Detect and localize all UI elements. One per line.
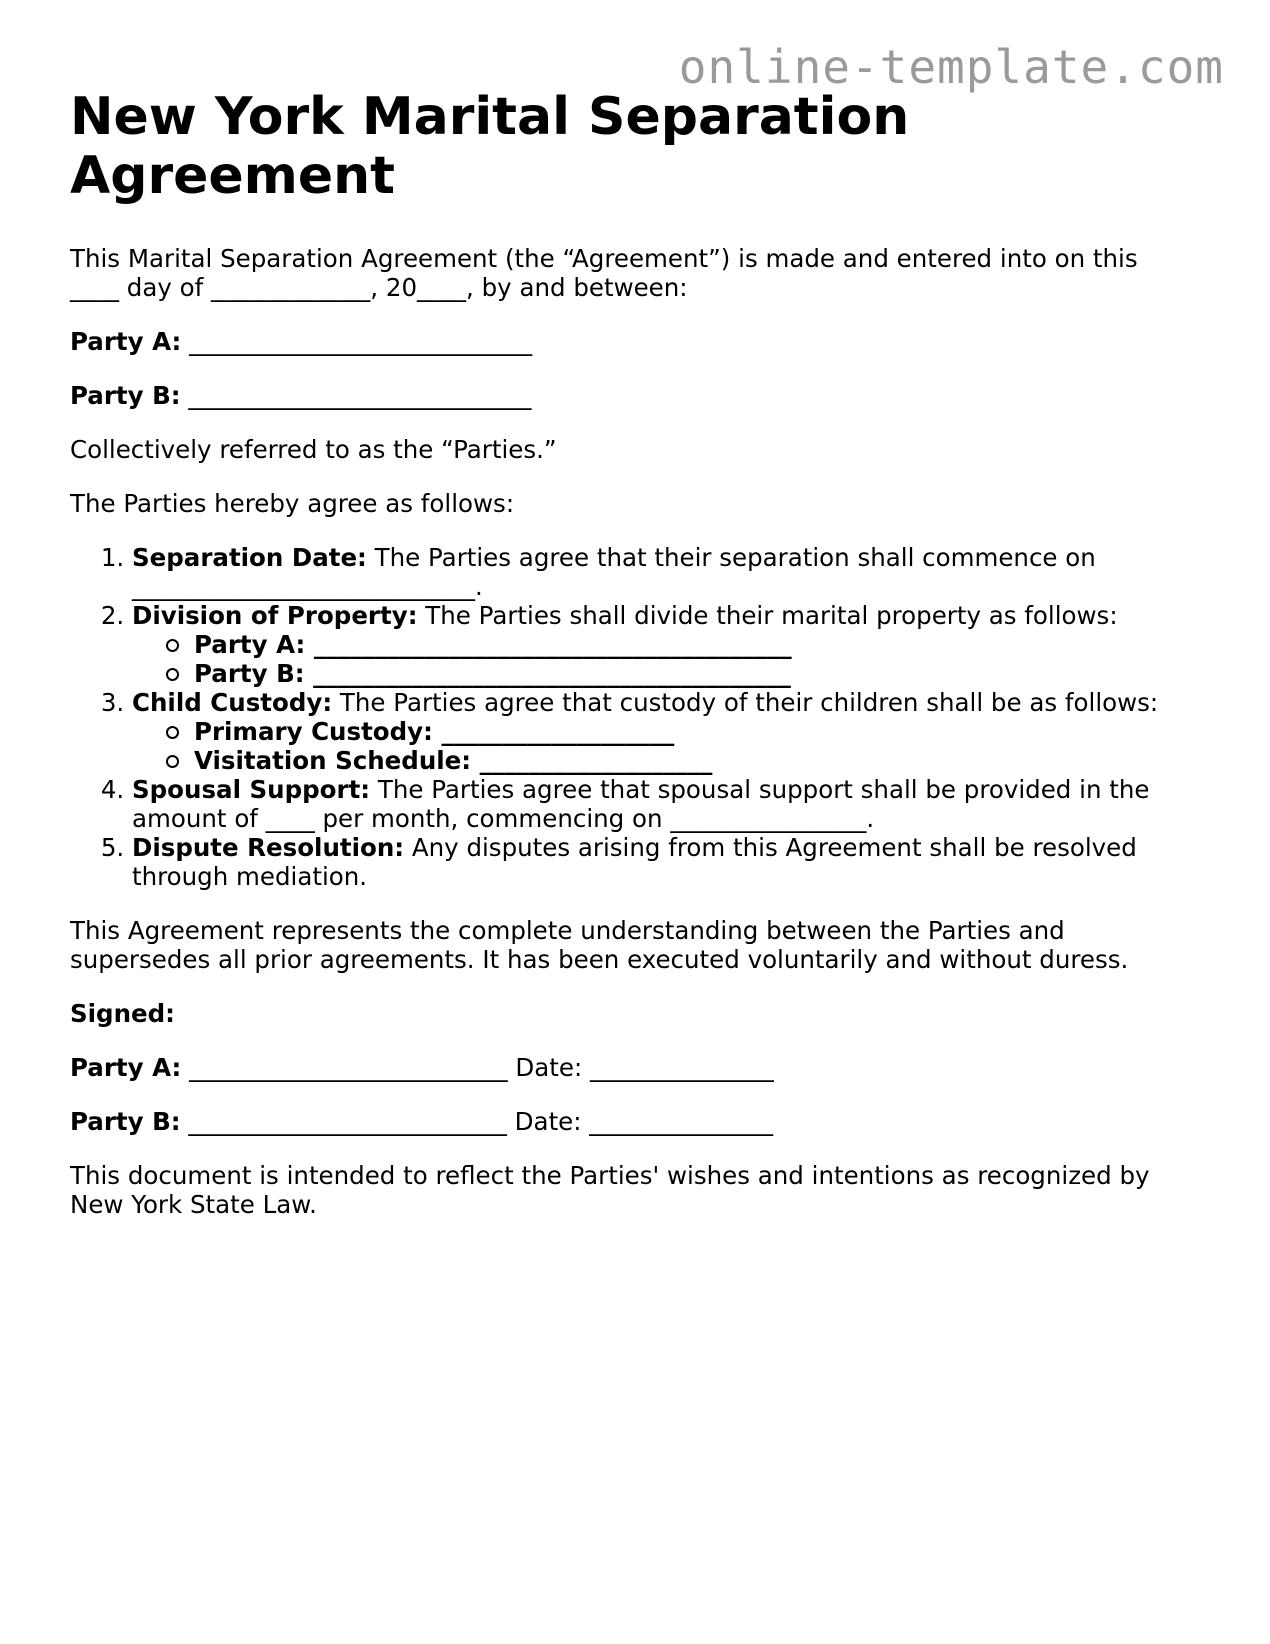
- signature-label: Party A:: [70, 1053, 182, 1082]
- collectively-paragraph: Collectively referred to as the “Parties.”: [70, 435, 557, 464]
- list-item-dispute-resolution: [132, 833, 1200, 891]
- party-b-label: Party B:: [70, 381, 181, 410]
- party-a-label: Party A:: [70, 327, 182, 356]
- sub-item-label: Primary Custody:: [194, 717, 433, 746]
- intro-line-1: This Marital Separation Agreement (the “Agreement”) is made and entered into on this: [70, 244, 1138, 273]
- item-label: Division of Property:: [132, 601, 418, 630]
- intro-line-2: ____ day of _____________, 20____, by and between:: [70, 273, 688, 302]
- intro-paragraph: [70, 244, 1200, 302]
- sub-list: [132, 630, 1200, 688]
- signature-line: __________________________ Date: _______________: [180, 1107, 774, 1136]
- list-item-separation-date: [132, 543, 1200, 601]
- item-label: Dispute Resolution:: [132, 833, 405, 862]
- sub-item-label: Party B:: [194, 659, 305, 688]
- sub-item-blank: _______________________________________: [304, 659, 791, 688]
- sub-item-party-b: [194, 659, 1200, 688]
- closing-paragraph: This Agreement represents the complete understanding between the Parties and supersedes all prior agreements. It has been executed voluntarily and without duress.: [70, 916, 1129, 974]
- party-b-line: [70, 381, 1200, 410]
- party-b-blank: ____________________________: [188, 381, 532, 410]
- signed-heading: Signed:: [70, 999, 175, 1028]
- page-title: New York Marital Separation Agreement: [70, 87, 910, 206]
- item-text: The Parties shall divide their marital property as follows:: [417, 601, 1118, 630]
- party-a-blank: ____________________________: [189, 327, 533, 356]
- list-item-division-of-property: [132, 601, 1200, 688]
- agree-paragraph: The Parties hereby agree as follows:: [70, 489, 515, 518]
- item-text: The Parties agree that custody of their children shall be as follows:: [332, 688, 1159, 717]
- sub-item-label: Party A:: [194, 630, 306, 659]
- list-item-child-custody: [132, 688, 1200, 775]
- item-label: Child Custody:: [132, 688, 333, 717]
- footer-paragraph: This document is intended to reflect the Parties' wishes and intentions as recognized by New York State Law.: [70, 1161, 1150, 1219]
- list-item-spousal-support: [132, 775, 1200, 833]
- item-text: The Parties agree that spousal support shall be provided in the amount of ____ per month, commencing on ________________.: [132, 775, 1150, 833]
- item-label: Spousal Support:: [132, 775, 371, 804]
- sub-item-blank: ___________________: [432, 717, 675, 746]
- item-text: The Parties agree that their separation shall commence on ____________________________.: [132, 543, 1096, 601]
- document-page: [70, 88, 1200, 1219]
- sub-item-visitation-schedule: [194, 746, 1200, 775]
- watermark: online-template.com: [678, 40, 1224, 94]
- sub-list: [132, 717, 1200, 775]
- signature-label: Party B:: [70, 1107, 181, 1136]
- signature-party-b: [70, 1107, 1200, 1136]
- sub-item-blank: ___________________: [471, 746, 713, 775]
- signature-line: __________________________ Date: _______________: [181, 1053, 774, 1082]
- signature-party-a: [70, 1053, 1200, 1082]
- party-a-line: [70, 327, 1200, 356]
- sub-item-party-a: [194, 630, 1200, 659]
- sub-item-primary-custody: [194, 717, 1200, 746]
- item-text: Any disputes arising from this Agreement shall be resolved through mediation.: [132, 833, 1137, 891]
- sub-item-label: Visitation Schedule:: [194, 746, 472, 775]
- sub-item-blank: _______________________________________: [305, 630, 792, 659]
- item-label: Separation Date:: [132, 543, 367, 572]
- terms-list: [70, 543, 1200, 891]
